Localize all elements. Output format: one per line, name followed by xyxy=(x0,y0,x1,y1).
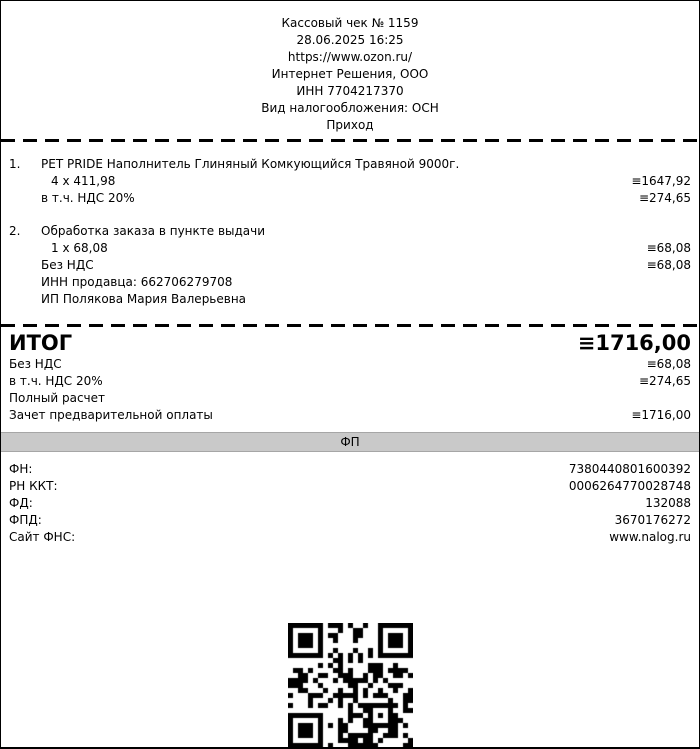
item-vat-amount: ≡68,08 xyxy=(646,258,691,272)
item-number: 1. xyxy=(9,157,21,171)
fd-value: 132088 xyxy=(645,496,691,510)
total-no-vat-amount: ≡68,08 xyxy=(646,357,691,371)
item-name: PET PRIDE Наполнитель Глиняный Комкующийся Травяной 9000г. xyxy=(41,157,460,171)
fns-site-value: www.nalog.ru xyxy=(609,530,691,544)
item-vat-label: в т.ч. НДС 20% xyxy=(41,191,135,205)
fiscal-section xyxy=(1,452,699,546)
fn-label: ФН: xyxy=(9,462,33,476)
item-qty-price: 1 x 68,08 xyxy=(51,241,108,255)
total-label: ИТОГ xyxy=(9,331,73,355)
receipt-item xyxy=(1,223,699,308)
store-url: https://www.ozon.ru/ xyxy=(287,50,413,64)
company-name: Интернет Решения, ООО xyxy=(271,67,429,81)
item-qty-price: 4 x 411,98 xyxy=(51,174,116,188)
fn-value: 7380440801600392 xyxy=(568,462,691,476)
prepayment-amount: ≡1716,00 xyxy=(631,408,691,422)
rn-kkt-label: РН ККТ: xyxy=(9,479,58,493)
qr-code-icon xyxy=(288,623,413,748)
rn-kkt-value: 0006264770028748 xyxy=(568,479,691,493)
receipt-title: Кассовый чек № 1159 xyxy=(281,16,419,30)
fd-label: ФД: xyxy=(9,496,33,510)
fpd-label: ФПД: xyxy=(9,513,42,527)
seller-inn: ИНН продавца: 662706279708 xyxy=(41,275,233,289)
item-number: 2. xyxy=(9,224,21,238)
total-no-vat-label: Без НДС xyxy=(9,357,62,371)
prepayment-label: Зачет предварительной оплаты xyxy=(9,408,213,422)
tax-system: Вид налогообложения: ОСН xyxy=(261,101,439,115)
receipt-datetime: 28.06.2025 16:25 xyxy=(296,33,404,47)
item-vat-label: Без НДС xyxy=(41,258,94,272)
items-section xyxy=(1,142,699,308)
total-vat-amount: ≡274,65 xyxy=(638,374,691,388)
company-inn: ИНН 7704217370 xyxy=(296,84,404,98)
item-vat-amount: ≡274,65 xyxy=(638,191,691,205)
qr-wrap xyxy=(1,623,699,749)
item-amount: ≡68,08 xyxy=(646,241,691,255)
total-vat-label: в т.ч. НДС 20% xyxy=(9,374,103,388)
seller-name: ИП Полякова Мария Валерьевна xyxy=(41,292,247,306)
totals-section xyxy=(1,330,699,424)
payment-type-label: Полный расчет xyxy=(9,391,105,405)
receipt-header xyxy=(1,1,699,134)
item-amount: ≡1647,92 xyxy=(631,174,691,188)
fns-site-label: Сайт ФНС: xyxy=(9,530,76,544)
total-amount: ≡1716,00 xyxy=(577,331,691,355)
fpd-value: 3670176272 xyxy=(614,513,691,527)
dashed-separator xyxy=(1,324,699,327)
item-name: Обработка заказа в пункте выдачи xyxy=(41,224,266,238)
receipt-item xyxy=(1,156,699,207)
operation-type: Приход xyxy=(326,118,374,132)
fp-bar: ФП xyxy=(1,432,699,452)
